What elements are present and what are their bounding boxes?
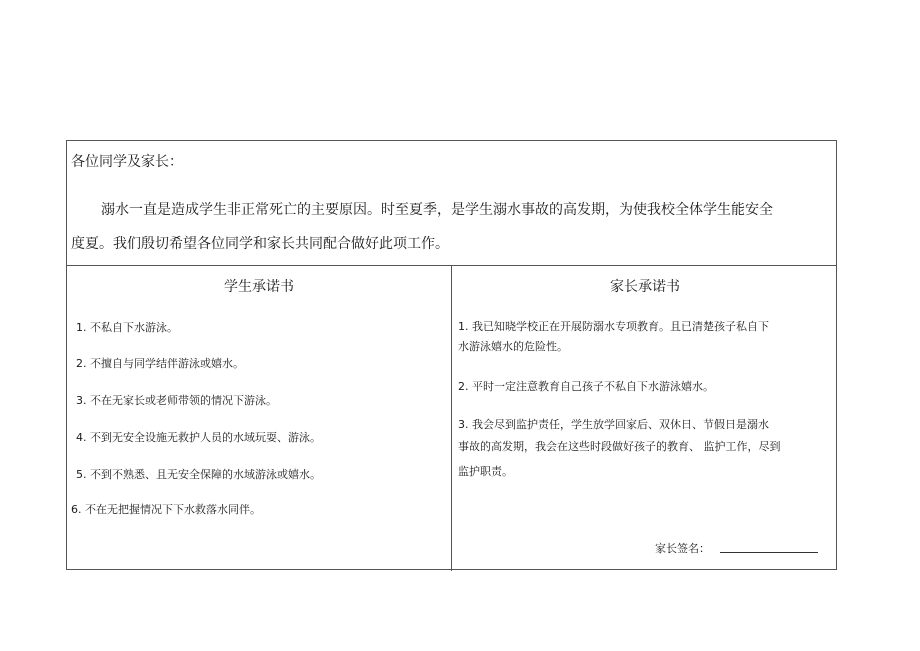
greeting: 各位同学及家长： <box>71 154 183 170</box>
parent-item-3-line-1: 3. 我会尽到监护责任，学生放学回家后、双休日、节假日是溺水 <box>458 418 769 431</box>
parent-item-1-line-2: 水游泳嬉水的危险性。 <box>458 340 568 353</box>
student-item-5: 5. 不到不熟悉、且无安全保障的水域游泳或嬉水。 <box>76 468 321 481</box>
student-pledge <box>67 266 452 571</box>
parent-item-2: 2. 平时一定注意教育自己孩子不私自下水游泳嬉水。 <box>458 380 714 393</box>
commitment-form <box>66 140 837 570</box>
student-item-6: 6. 不在无把握情况下下水救落水同伴。 <box>71 503 261 516</box>
student-item-3: 3. 不在无家长或老师带领的情况下游泳。 <box>76 394 277 407</box>
parent-item-3-line-2: 事故的高发期，我会在这些时段做好孩子的教育、 监护工作，尽到 <box>458 440 781 453</box>
signature-line[interactable] <box>720 552 818 553</box>
notice-section <box>67 141 836 266</box>
student-item-1: 1. 不私自下水游泳。 <box>76 321 178 334</box>
signature-label: 家长签名： <box>655 542 710 555</box>
student-item-4: 4. 不到无安全设施无救护人员的水域玩耍、游泳。 <box>76 431 321 444</box>
student-item-2: 2. 不擅自与同学结伴游泳或嬉水。 <box>76 357 244 370</box>
parent-pledge <box>452 266 838 571</box>
parent-item-1-line-1: 1. 我已知晓学校正在开展防溺水专项教育。且已清楚孩子私自下 <box>458 320 769 333</box>
intro-line-2: 度夏。我们殷切希望各位同学和家长共同配合做好此项工作。 <box>71 236 449 252</box>
parent-item-3-line-3: 监护职责。 <box>458 465 513 478</box>
student-pledge-title: 学生承诺书 <box>224 279 294 295</box>
intro-paragraph <box>71 193 831 261</box>
intro-line-1: 溺水一直是造成学生非正常死亡的主要原因。时至夏季，是学生溺水事故的高发期，为使我校全体学生能安全 <box>101 202 773 218</box>
parent-pledge-title: 家长承诺书 <box>610 279 680 295</box>
